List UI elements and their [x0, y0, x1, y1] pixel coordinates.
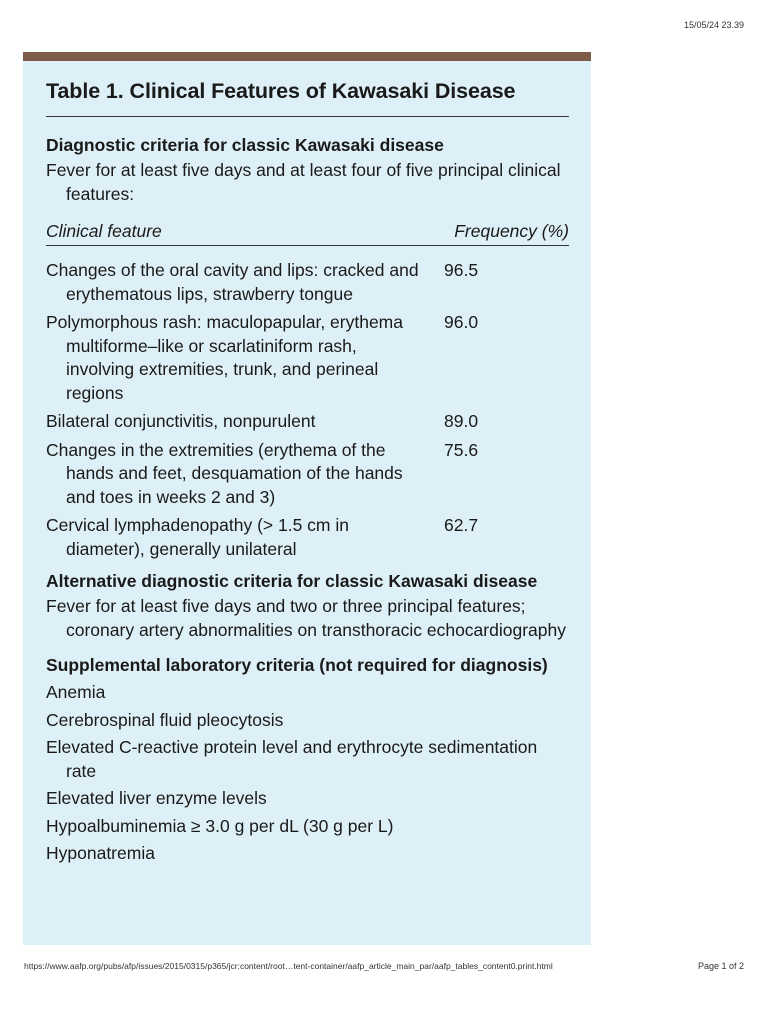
list-item: Anemia [46, 682, 106, 702]
table-row [46, 259, 569, 306]
footer-page-number: Page 1 of 2 [697, 961, 744, 971]
feature-cell: Polymorphous rash: maculopapular, erythema multiforme–like or scarlatiniform rash, involving extremities, trunk, and perineal regions [46, 312, 403, 403]
column-header-frequency: Frequency (%) [454, 221, 569, 241]
table-row [46, 514, 569, 561]
frequency-cell: 96.5 [444, 260, 479, 280]
list-item: Elevated liver enzyme levels [46, 788, 267, 808]
list-item: Cerebrospinal fluid pleocytosis [46, 709, 284, 730]
feature-cell: Bilateral conjunctivitis, nonpurulent [46, 411, 316, 431]
section-intro: Fever for at least five days and at least four of five principal clinical features: [46, 160, 561, 204]
frequency-cell: 89.0 [444, 411, 479, 431]
section-heading-diagnostic: Diagnostic criteria for classic Kawasaki disease [46, 135, 444, 155]
column-header-row [46, 221, 569, 246]
feature-cell: Changes in the extremities (erythema of the hands and feet, desquamation of the hands and toes in weeks 2 and 3) [46, 439, 403, 507]
accent-bar [23, 52, 591, 61]
section-alternative-text: Fever for at least five days and two or three principal features; coronary artery abnormalities on transthoracic echocardiography [46, 596, 566, 640]
table-card [23, 52, 591, 945]
list-item: Hypoalbuminemia ≥ 3.0 g per dL (30 g per L) [46, 815, 394, 836]
lab-criteria-list [46, 681, 569, 866]
feature-cell: Changes of the oral cavity and lips: cracked and erythematous lips, strawberry tongue [46, 260, 419, 304]
column-header-feature: Clinical feature [46, 221, 162, 241]
table-row [46, 410, 569, 434]
section-heading-supplemental: Supplemental laboratory criteria (not required for diagnosis) [46, 655, 548, 675]
footer-url: https://www.aafp.org/pubs/afp/issues/2015/0315/p365/jcr:content/root…tent-container/aafp_article_main_par/aafp_tables_content0.print.html [24, 961, 553, 971]
print-timestamp: 15/05/24 23.39 [683, 20, 744, 30]
list-item: Hyponatremia [46, 843, 155, 863]
frequency-cell: 75.6 [444, 439, 479, 460]
list-item: Elevated C-reactive protein level and erythrocyte sedimentation rate [46, 737, 538, 781]
section-heading-alternative: Alternative diagnostic criteria for classic Kawasaki disease [46, 571, 538, 591]
feature-cell: Cervical lymphadenopathy (> 1.5 cm in diameter), generally unilateral [46, 515, 349, 559]
feature-rows [46, 259, 569, 561]
table-title: Table 1. Clinical Features of Kawasaki Disease [46, 61, 569, 117]
table-body [23, 61, 591, 866]
table-row [46, 439, 569, 510]
frequency-cell: 96.0 [444, 312, 479, 332]
table-row [46, 311, 569, 405]
frequency-cell: 62.7 [444, 515, 479, 535]
